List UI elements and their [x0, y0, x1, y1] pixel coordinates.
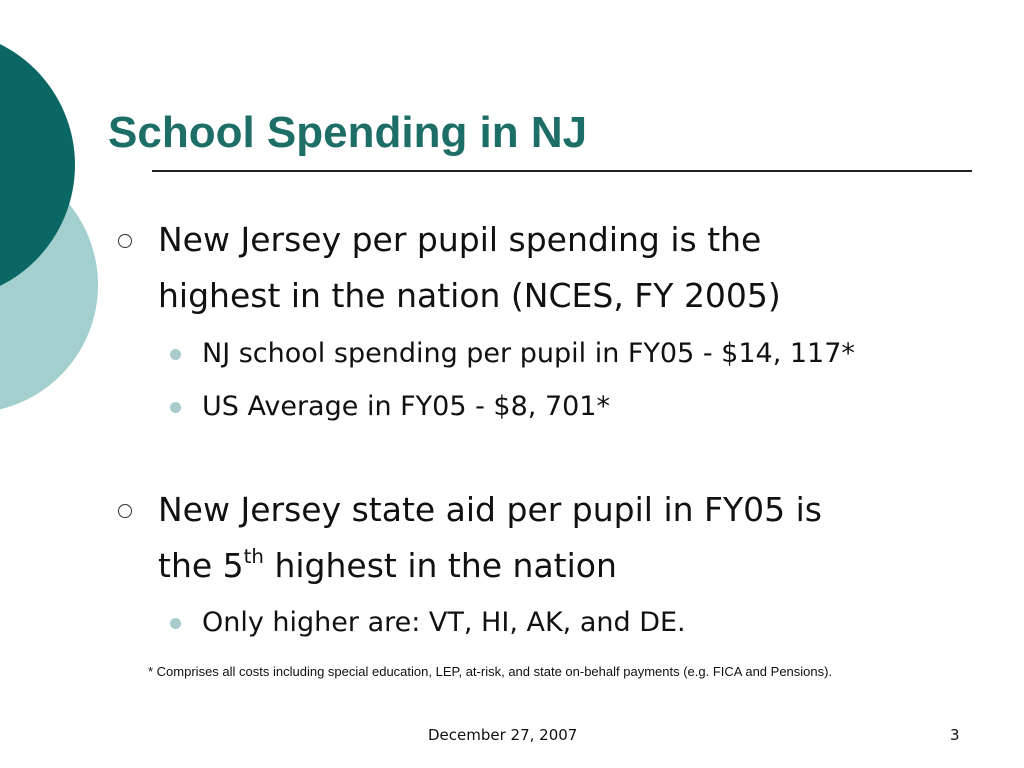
subbullet-higher-states: Only higher are: VT, HI, AK, and DE. [202, 607, 686, 638]
bullet-2-line-2-post: highest in the nation [263, 546, 617, 585]
subbullet-dot [170, 402, 181, 413]
decorative-circles [0, 0, 140, 420]
subbullet-dot [170, 618, 181, 629]
footer-date: December 27, 2007 [428, 726, 578, 744]
footnote: * Comprises all costs including special education, LEP, at-risk, and state on-behalf payments (e.g. FICA and Pensions). [148, 664, 833, 679]
hollow-circle-bullet [118, 504, 132, 518]
bullet-2-line-1: New Jersey state aid per pupil in FY05 is [158, 490, 822, 529]
subbullet-us-average: US Average in FY05 - $8, 701* [202, 391, 610, 422]
hollow-circle-bullet [118, 234, 132, 248]
page-number: 3 [950, 726, 960, 744]
slide-title: School Spending in NJ [108, 108, 588, 157]
bullet-2-line-2 [158, 538, 617, 594]
title-underline [152, 170, 972, 172]
bullet-2-line-2-pre: the 5 [158, 546, 244, 585]
subbullet-nj-spending: NJ school spending per pupil in FY05 - $14, 117* [202, 338, 855, 369]
subbullet-dot [170, 349, 181, 360]
ordinal-superscript: th [243, 545, 264, 569]
bullet-1-line-2: highest in the nation (NCES, FY 2005) [158, 276, 781, 315]
bullet-1-line-1: New Jersey per pupil spending is the [158, 220, 762, 259]
